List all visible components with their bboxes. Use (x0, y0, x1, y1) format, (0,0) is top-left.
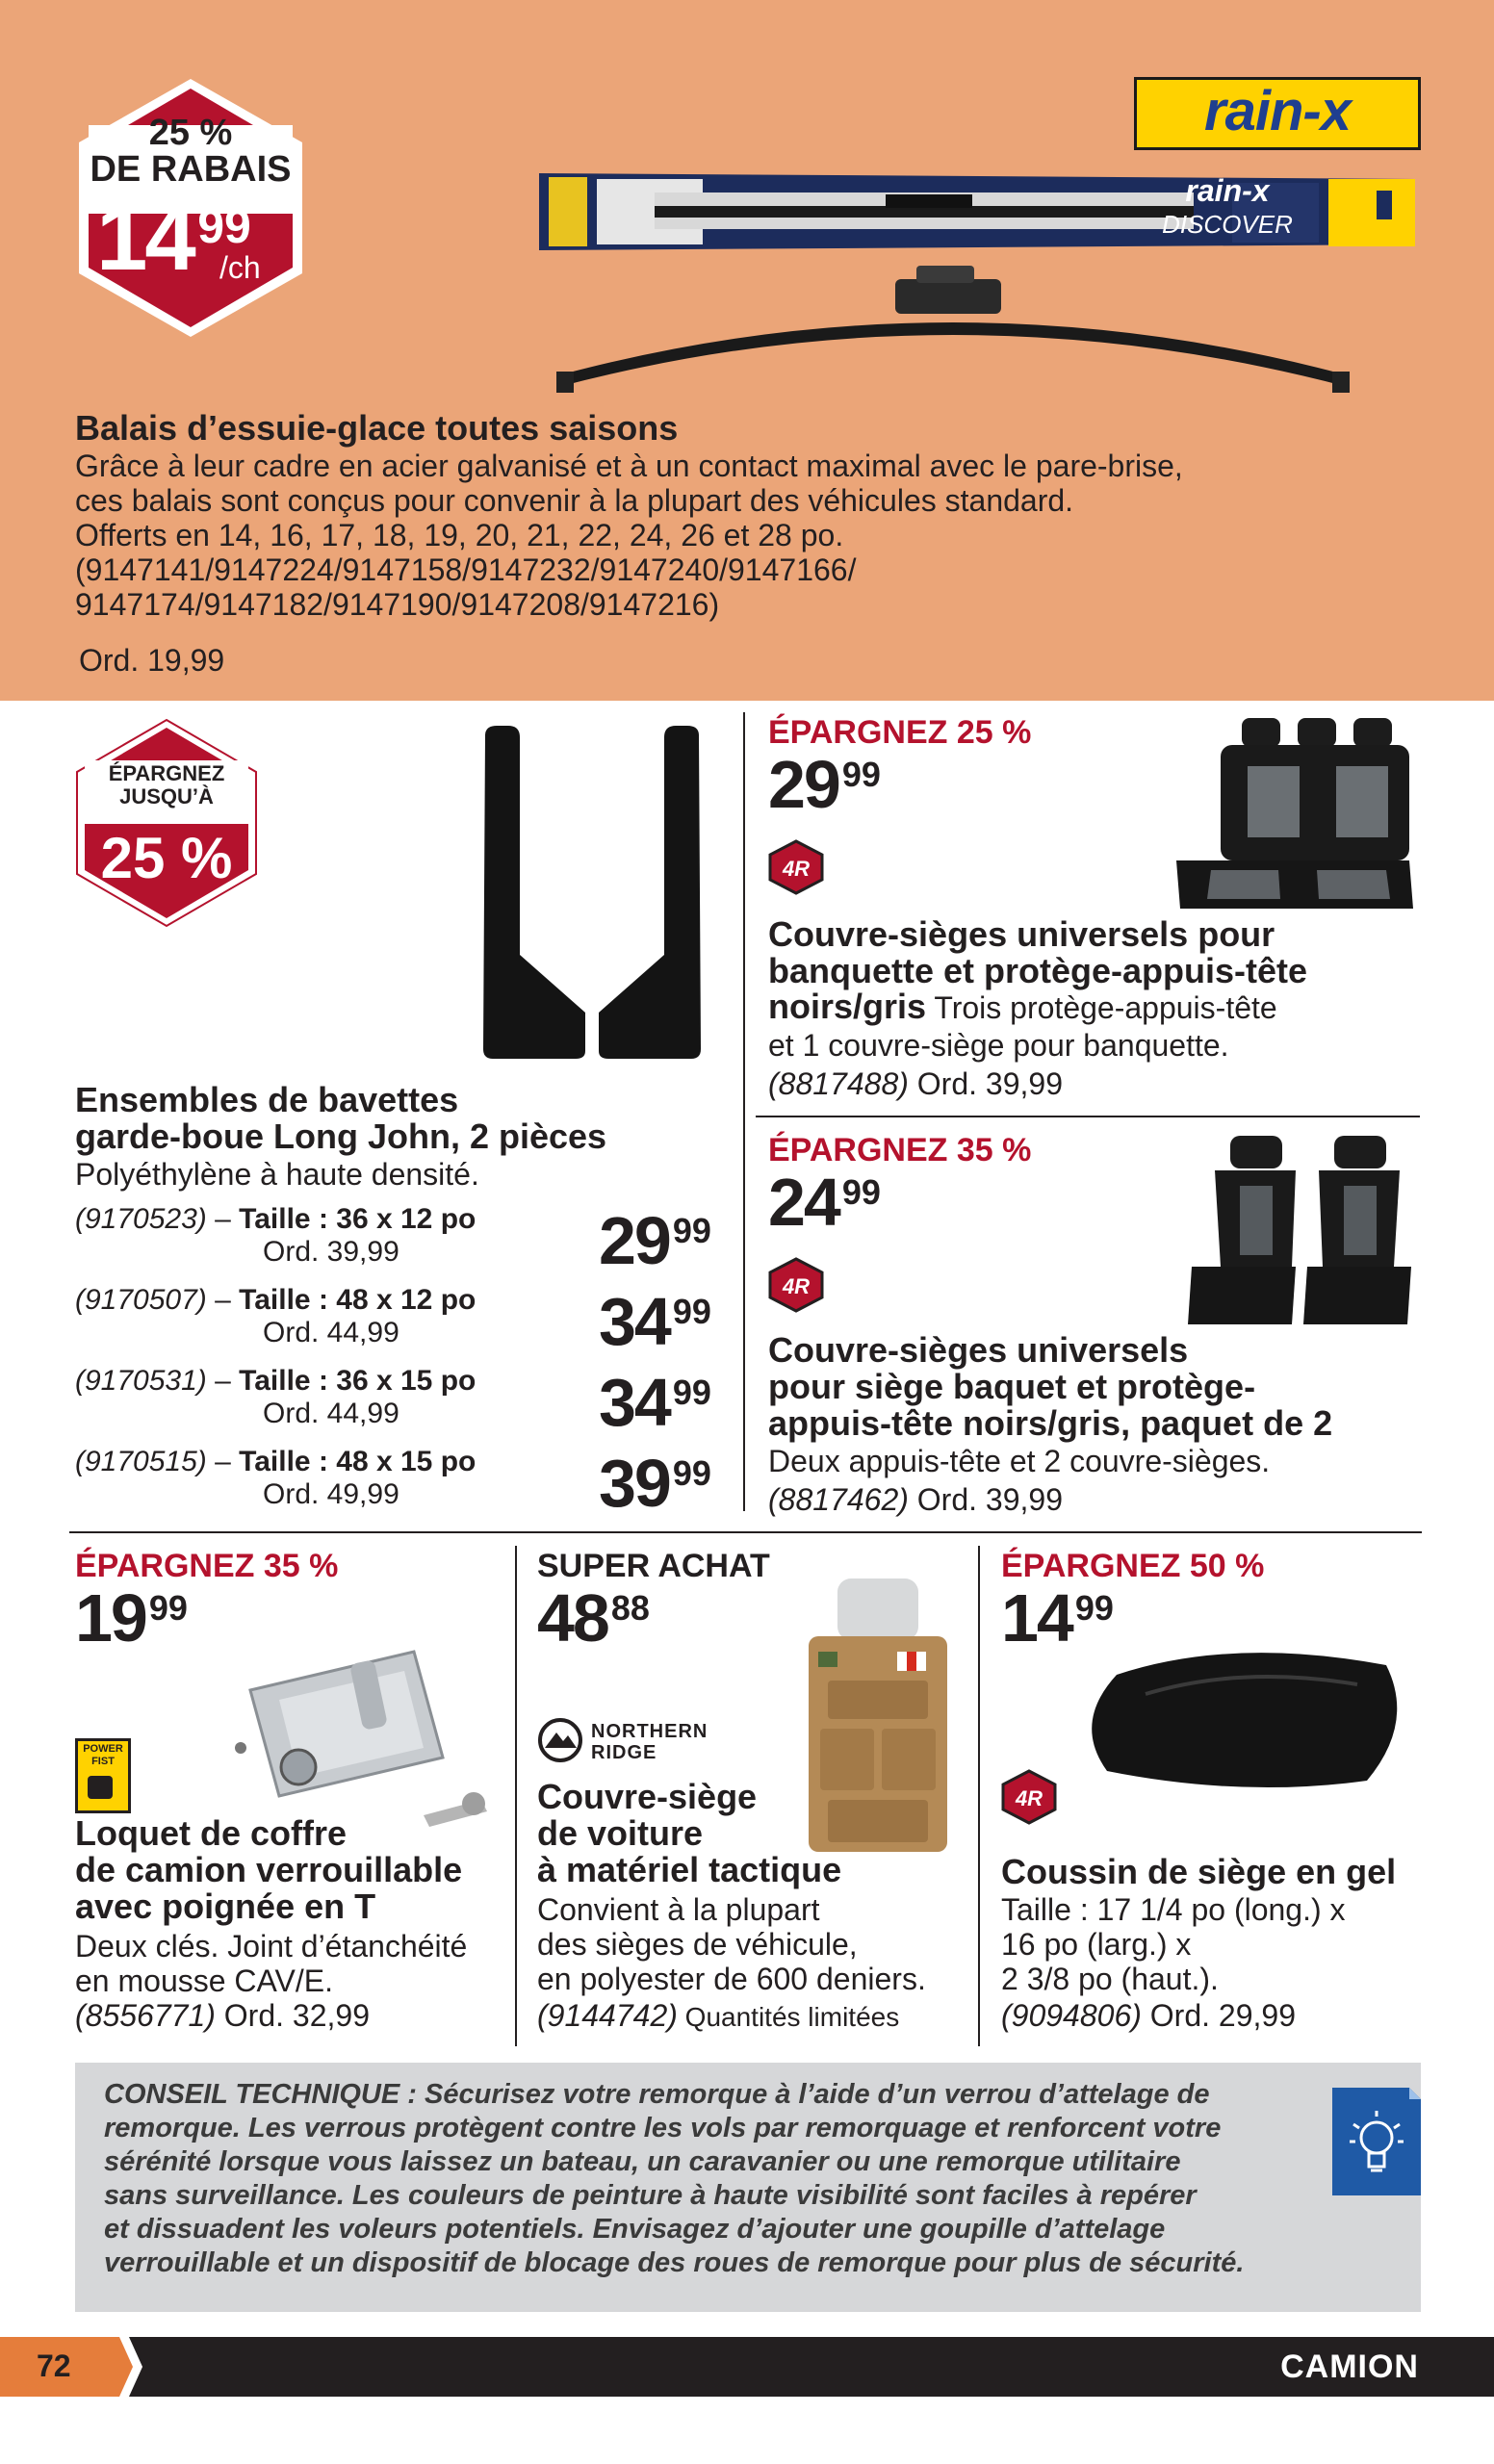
tactical-title-line: à matériel tactique (537, 1850, 842, 1889)
divider-bottom-2 (978, 1546, 980, 2046)
bench-title-tail: noirs/gris (768, 987, 927, 1026)
page-number-tab (0, 2337, 119, 2397)
bench-title (768, 916, 1307, 989)
price-int: 34 (599, 1284, 670, 1359)
variant-size: Taille : 36 x 15 po (239, 1365, 477, 1397)
mudflap-title-line: garde-boue Long John, 2 pièces (75, 1116, 607, 1156)
tech-tip-line: sérénité lorsque vous laissez un bateau, un caravanier ou une remorque utilitaire (104, 2146, 1181, 2177)
mudflap-badge (75, 718, 258, 928)
cushion-desc-line: Taille : 17 1/4 po (long.) x (1001, 1892, 1346, 1927)
tactical-desc-line: Convient à la plupart (537, 1892, 820, 1927)
mudflap-title-line: Ensembles de bavettes (75, 1080, 459, 1119)
bench-title-line: banquette et protège-appuis-tête (768, 951, 1308, 990)
badge-unit: /ch (219, 250, 261, 285)
latch-sku: (8556771) (75, 1998, 216, 2033)
wiper-desc-line: ces balais sont conçus pour convenir à la plupart des véhicules standard. (75, 483, 1074, 518)
tactical-note: Quantités limitées (677, 2002, 900, 2032)
mudflap-title (75, 1082, 606, 1155)
badge-epargnez: ÉPARGNEZ (108, 761, 225, 785)
latch-desc-line: en mousse CAV/E. (75, 1964, 333, 1998)
wiper-package (539, 166, 1417, 258)
price-int: 29 (768, 747, 839, 822)
price-int: 29 (599, 1203, 670, 1278)
rainx-logo-text: rain-x (1204, 80, 1351, 142)
latch-title-line: avec poignée en T (75, 1886, 376, 1926)
badge-price-cents: 99 (197, 199, 251, 253)
latch-title-line: Loquet de coffre (75, 1813, 348, 1853)
tactical-sku-note (537, 1998, 899, 2035)
powerfist-text: POWER (83, 1743, 123, 1755)
cushion-sku-ord (1001, 1998, 1296, 2033)
variant-size: Taille : 36 x 12 po (239, 1203, 477, 1235)
discount-badge (75, 75, 306, 341)
bucket-desc: Deux appuis-tête et 2 couvre-sièges. (768, 1444, 1271, 1478)
latch-sku-ord (75, 1998, 370, 2033)
tech-tip-line: verrouillable et un dispositif de blocage des roues de remorque pour plus de sécurité. (104, 2247, 1245, 2278)
bench-save-label: ÉPARGNEZ 25 % (768, 714, 1032, 751)
price-cents: 99 (672, 1211, 711, 1250)
bucket-title-line: appuis-tête noirs/gris, paquet de 2 (768, 1403, 1333, 1443)
badge-percent: 25 % (100, 826, 233, 890)
cushion-desc-line: 2 3/8 po (haut.). (1001, 1962, 1219, 1996)
cushion-sku: (9094806) (1001, 1998, 1142, 2033)
cushion-ord: Ord. 29,99 (1141, 1998, 1296, 2033)
wiper-title: Balais d’essuie-glace toutes saisons (75, 408, 679, 448)
variant-size: Taille : 48 x 15 po (239, 1446, 477, 1477)
variant-dash: – (206, 1203, 240, 1235)
tech-tip-lead: CONSEIL TECHNIQUE : (104, 2079, 425, 2110)
latch-ord: Ord. 32,99 (215, 1998, 370, 2033)
wiper-blade-image (549, 260, 1357, 404)
latch-save-label: ÉPARGNEZ 35 % (75, 1548, 339, 1584)
tech-tip-line: sans surveillance. Les couleurs de peinture à haute visibilité sont faciles à repérer (104, 2180, 1197, 2211)
price-cents: 99 (148, 1588, 188, 1628)
price-int: 48 (537, 1580, 608, 1656)
tactical-save-label: SUPER ACHAT (537, 1548, 770, 1584)
tech-tip-line: Sécurisez votre remorque à l’aide d’un verrou d’attelage de (425, 2079, 1210, 2110)
price-int: 34 (599, 1365, 670, 1440)
variant-price (599, 1446, 711, 1521)
tactical-price (537, 1580, 650, 1656)
brand-4r-text: 4R (782, 857, 811, 881)
package-name: DISCOVER (1162, 210, 1293, 239)
badge-jusqua: JUSQU’À (119, 784, 214, 808)
tech-tip-text (104, 2078, 1288, 2280)
variant-ord: Ord. 39,99 (263, 1236, 399, 1268)
price-cents: 88 (610, 1588, 650, 1628)
tactical-desc (537, 1892, 926, 1996)
latch-image (221, 1623, 510, 1835)
tactical-title-line: Couvre-siège (537, 1777, 758, 1816)
variant-ord: Ord. 49,99 (263, 1478, 399, 1510)
price-cents: 99 (841, 755, 881, 794)
northern-ridge-text: NORTHERN (591, 1721, 708, 1742)
divider-vertical-middle (743, 712, 745, 1511)
cushion-desc-line: 16 po (larg.) x (1001, 1927, 1192, 1962)
tactical-sku: (9144742) (537, 1998, 678, 2033)
latch-desc (75, 1929, 467, 1998)
powerfist-logo (75, 1738, 131, 1813)
variant-sku: (9170531) (75, 1365, 207, 1397)
bench-sku-ord (768, 1066, 1063, 1101)
tech-tip-line: remorque. Les verrous protègent contre les vols par remorquage et renforcent votre (104, 2113, 1222, 2143)
cushion-save-label: ÉPARGNEZ 50 % (1001, 1548, 1265, 1584)
latch-title (75, 1815, 462, 1925)
price-cents: 99 (672, 1453, 711, 1493)
fist-icon (88, 1776, 113, 1799)
mudflap-image (472, 724, 712, 1061)
variant-sku: (9170507) (75, 1284, 207, 1316)
price-cents: 99 (1074, 1588, 1114, 1628)
bench-desc-inline: Trois protège-appuis-tête (926, 990, 1277, 1025)
footer-bar (0, 2337, 1494, 2397)
lightbulb-icon (1330, 2086, 1423, 2197)
mudflap-material: Polyéthylène à haute densité. (75, 1157, 479, 1192)
brand-4r-logo (768, 839, 824, 895)
powerfist-text: FIST (91, 1756, 115, 1767)
bench-desc (768, 989, 1277, 1025)
price-int: 14 (1001, 1580, 1072, 1656)
page-number: 72 (37, 2348, 71, 2383)
cushion-title: Coussin de siège en gel (1001, 1852, 1397, 1891)
bench-desc-line2: et 1 couvre-siège pour banquette. (768, 1028, 1229, 1063)
variant-dash: – (206, 1365, 240, 1397)
price-int: 39 (599, 1446, 670, 1521)
bench-sku: (8817488) (768, 1066, 909, 1101)
brand-4r-text: 4R (1015, 1786, 1043, 1810)
variant-size: Taille : 48 x 12 po (239, 1284, 477, 1316)
bucket-ord: Ord. 39,99 (908, 1482, 1063, 1517)
tactical-desc-line: en polyester de 600 deniers. (537, 1962, 926, 1996)
wiper-description (75, 449, 1423, 622)
variant-price (599, 1284, 711, 1359)
variant-ord: Ord. 44,99 (263, 1317, 399, 1348)
price-cents: 99 (841, 1172, 881, 1212)
bench-price (768, 747, 881, 822)
badge-percent: 25 % (148, 113, 233, 153)
wiper-skus: (9147141/9147224/9147158/9147232/9147240/9147166/ (75, 552, 857, 587)
rainx-logo (1134, 77, 1421, 150)
bench-title-line: Couvre-sièges universels pour (768, 914, 1275, 954)
wiper-ord-price: Ord. 19,99 (79, 643, 225, 678)
price-int: 19 (75, 1580, 146, 1656)
latch-price (75, 1580, 188, 1656)
bucket-seat-image (1172, 1132, 1419, 1334)
section-label: CAMION (1280, 2348, 1419, 2385)
package-brand: rain-x (1185, 173, 1270, 208)
bench-ord: Ord. 39,99 (908, 1066, 1063, 1101)
bucket-price (768, 1165, 881, 1240)
bucket-sku: (8817462) (768, 1482, 909, 1517)
tech-tip-box (75, 2063, 1421, 2312)
badge-price-int: 14 (96, 187, 193, 290)
northern-ridge-text: RIDGE (591, 1742, 657, 1763)
latch-desc-line: Deux clés. Joint d’étanchéité (75, 1929, 468, 1964)
divider-bottom-1 (515, 1546, 517, 2046)
bucket-title (768, 1332, 1332, 1442)
tactical-title-line: de voiture (537, 1813, 704, 1853)
bucket-sku-ord (768, 1482, 1063, 1517)
northern-ridge-logo (537, 1717, 749, 1767)
tactical-desc-line: des sièges de véhicule, (537, 1927, 858, 1962)
tactical-title (537, 1779, 841, 1888)
bucket-save-label: ÉPARGNEZ 35 % (768, 1132, 1032, 1168)
variant-sku: (9170515) (75, 1446, 207, 1477)
divider-horizontal-lower (69, 1531, 1422, 1533)
variant-ord: Ord. 44,99 (263, 1398, 399, 1429)
bucket-title-line: pour siège baquet et protège- (768, 1367, 1256, 1406)
price-int: 24 (768, 1165, 839, 1240)
divider-right-mid (756, 1116, 1420, 1117)
brand-4r-text: 4R (782, 1274, 811, 1298)
tech-tip-line: et dissuadent les voleurs potentiels. Envisagez d’ajouter une goupille d’attelage (104, 2214, 1166, 2245)
price-cents: 99 (672, 1373, 711, 1412)
badge-rabais: DE RABAIS (90, 149, 292, 190)
variant-dash: – (206, 1446, 240, 1477)
wiper-skus: 9147174/9147182/9147190/9147208/9147216) (75, 587, 720, 622)
variant-price (599, 1203, 711, 1278)
bench-seat-image (1172, 716, 1419, 918)
latch-title-line: de camion verrouillable (75, 1850, 463, 1889)
price-cents: 99 (672, 1292, 711, 1331)
variant-price (599, 1365, 711, 1440)
brand-4r-logo (1001, 1769, 1057, 1825)
cushion-desc (1001, 1892, 1346, 1996)
wiper-desc-line: Grâce à leur cadre en acier galvanisé et à un contact maximal avec le pare-brise, (75, 449, 1183, 483)
variant-sku: (9170523) (75, 1203, 207, 1235)
variant-dash: – (206, 1284, 240, 1316)
wiper-desc-line: Offerts en 14, 16, 17, 18, 19, 20, 21, 22, 24, 26 et 28 po. (75, 518, 844, 552)
brand-4r-logo (768, 1257, 824, 1313)
bucket-title-line: Couvre-sièges universels (768, 1330, 1189, 1370)
cushion-image (1078, 1636, 1415, 1800)
